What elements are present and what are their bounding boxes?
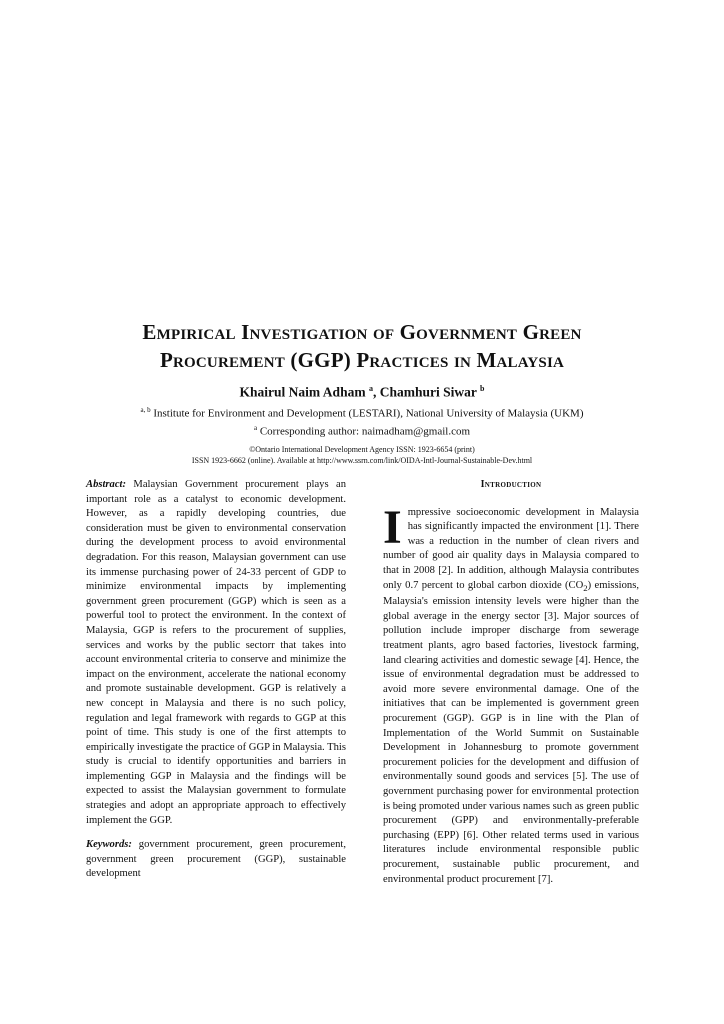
introduction-dropcap: I bbox=[383, 500, 402, 554]
abstract-paragraph bbox=[86, 478, 346, 828]
keywords-text: government procurement, green procurement, government green procurement (GGP), sustainable development bbox=[86, 839, 346, 880]
affiliation-text: Institute for Environment and Development (LESTARI), National University of Malaysia (UKM) bbox=[150, 407, 584, 420]
title-line-1: Empirical Investigation of Government Green bbox=[142, 320, 582, 344]
author-1: Khairul Naim Adham bbox=[239, 384, 366, 400]
abstract-text: Malaysian Government procurement plays an important role as a catalyst to economic development. However, as a rapidly developing countries, due consideration must be given to environmental conservation during the development process to avoid environmental degradation. For this reason, Malaysian government can use its immense purchasing power of 24-33 percent of GDP to minimize environmental impacts by implementing government green procurement (GGP) which is seen as a powerful tool to protect the environment. In the context of Malaysia, GGP is refers to the procurement of supplies, services and works by the public sectorr that takes into account environmental criteria to conserve and minimize the impact on the environment, accelerate the national economy and promote sustainable development. GGP is relatively a new concept in Malaysia and there is no such policy, regulation and legal framework with regards to GGP at this point of time. This study is one of the first attempts to empirically investigate the practice of GGP in Malaysia. This study is crucial to identify opportunities and barriers in implementing GGP in Malaysia and the findings will be expected to assist the Malaysian government to formulate strategies and adopt an appropriate approach to effectively implement the GGP. bbox=[86, 479, 346, 826]
right-column bbox=[383, 478, 639, 887]
introduction-text-part-2: ) emissions, Malaysia's emission intensity levels were higher than the global average in the energy sector [3]. Major sources of pollution include improper discharge from sewerage treatment plants, agro based factories, livestock farming, land clearing activities and domestic sewage [4]. Hence, the issue of environmental degradation must be addressed to avoid more severe environmental damage. One of the initiatives that can be implemented is government green procurement (GGP). GGP is in line with the Plan of Implementation of the World Summit on Sustainable Development in Johannesburg to promote government procurement policies for the development and diffusion of environmentally sound goods and services [5]. The use of government purchasing power for environmental protection is being promoted under various names such as green public procurement (GPP) and environmentally-preferable purchasing (EPP) [6]. Other related terms used in various literatures include environmental responsible public procurement, sustainable public procurement, and environmental product procurement [7]. bbox=[383, 579, 639, 885]
introduction-heading: Introduction bbox=[480, 479, 542, 490]
keywords-paragraph bbox=[86, 838, 346, 882]
affiliation-block bbox=[60, 403, 664, 438]
author-separator: , bbox=[372, 384, 380, 400]
corresponding-author-line bbox=[60, 421, 664, 439]
affiliation-line bbox=[60, 403, 664, 421]
introduction-paragraph bbox=[383, 500, 639, 888]
copyright-block bbox=[60, 444, 664, 466]
title-line-2: Procurement (GGP) Practices in Malaysia bbox=[159, 348, 565, 372]
copyright-line-1: ©Ontario International Development Agency ISSN: 1923-6654 (print) bbox=[249, 445, 475, 454]
introduction-text-part-1: mpressive socioeconomic development in Malaysia has significantly impacted the environment [1]. There was a reduction in the number of clean rivers and number of good air quality days in Malaysia compared to that in 2008 [2]. In addition, although Malaysia contributes only 0.7 percent to global carbon dioxide (CO bbox=[383, 506, 639, 591]
keywords-label: Keywords: bbox=[86, 839, 132, 851]
abstract-label: Abstract: bbox=[86, 479, 127, 490]
author-2: Chamhuri Siwar bbox=[379, 384, 477, 400]
affiliation-mark: a, b bbox=[140, 406, 151, 414]
paper-title bbox=[60, 318, 664, 374]
corresponding-author-text: Corresponding author: naimadham@gmail.com bbox=[257, 425, 471, 438]
co2-subscript: 2 bbox=[583, 582, 588, 593]
author-2-mark: b bbox=[479, 384, 485, 393]
author-list bbox=[60, 384, 664, 401]
corresponding-mark: a bbox=[253, 423, 258, 432]
copyright-line-2: ISSN 1923-6662 (online). Available at http://www.ssrn.com/link/OIDA-Intl-Journal-Sustainable-Dev.html bbox=[191, 456, 533, 465]
author-1-mark: a bbox=[368, 384, 373, 393]
left-column bbox=[86, 478, 346, 882]
